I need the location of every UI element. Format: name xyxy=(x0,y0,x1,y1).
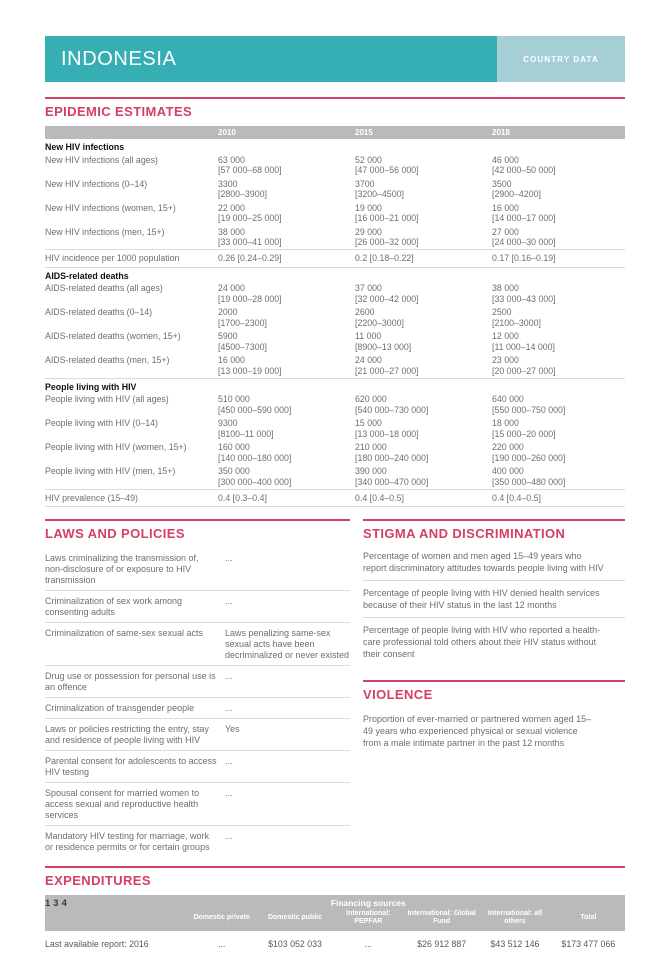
law-question: Criminalization of same-sex sexual acts xyxy=(45,627,204,638)
law-question: Laws or policies restricting the entry, stay and residence of people living with HIV xyxy=(45,723,209,745)
epi-value xyxy=(218,466,355,487)
epi-row xyxy=(45,153,625,177)
exp-row-label: Last available report: 2016 xyxy=(45,939,149,949)
epi-value-estimate: 24 000 xyxy=(218,283,245,293)
epi-value-estimate: 19 000 xyxy=(355,202,382,213)
epi-row-label: People living with HIV (0–14) xyxy=(45,418,158,428)
epi-value xyxy=(218,331,355,352)
epi-row xyxy=(45,282,625,306)
epi-value xyxy=(492,227,625,248)
exp-col-header: International: PEPFAR xyxy=(346,910,391,925)
exp-value: $103 052 033 xyxy=(268,939,322,949)
epi-value-range: [33 000–43 000] xyxy=(492,293,556,304)
country-name: INDONESIA xyxy=(45,36,497,82)
epi-value xyxy=(355,179,492,200)
epi-value xyxy=(355,418,492,439)
epi-value-range: [8900–13 000] xyxy=(355,341,412,352)
exp-value: ... xyxy=(364,939,372,949)
epi-value xyxy=(218,355,355,376)
epi-value-range: [550 000–750 000] xyxy=(492,404,566,415)
epi-value xyxy=(355,355,492,376)
epi-value-range: [180 000–240 000] xyxy=(355,452,429,463)
epi-row-label: AIDS-related deaths (women, 15+) xyxy=(45,331,181,341)
section-rule xyxy=(363,519,625,521)
law-value: Yes xyxy=(225,723,240,734)
epi-value: 0.17 [0.16–0.19] xyxy=(492,253,556,263)
epidemic-estimates-title: EPIDEMIC ESTIMATES xyxy=(45,104,193,119)
laws-title: LAWS AND POLICIES xyxy=(45,526,185,541)
epi-year-header-spacer xyxy=(45,126,218,139)
epi-value-estimate: 2000 xyxy=(218,307,238,317)
exp-value: $26 912 887 xyxy=(417,939,467,949)
epi-value-range: [57 000–68 000] xyxy=(218,165,282,175)
epi-value-estimate: 510 000 xyxy=(218,394,250,404)
epi-value xyxy=(355,442,492,463)
epi-value xyxy=(218,394,355,415)
epi-year-header: 2015 xyxy=(355,128,373,137)
epi-row xyxy=(45,354,625,378)
law-item xyxy=(45,825,350,857)
epi-value-range: [2100–3000] xyxy=(492,317,541,328)
epi-value-range: [13 000–18 000] xyxy=(355,428,419,439)
violence-list xyxy=(363,709,625,753)
epi-row xyxy=(45,465,625,489)
epi-value xyxy=(492,307,625,328)
epi-value xyxy=(218,307,355,328)
epi-value-range: [11 000–14 000] xyxy=(492,341,555,352)
violence-item: Proportion of ever-married or partnered women aged 15–49 years who experienced physical or sexual violence from a male intimate partner in the past 12 months xyxy=(363,714,592,748)
epi-row-label: People living with HIV (women, 15+) xyxy=(45,442,187,452)
epi-value-estimate: 2600 xyxy=(355,307,375,317)
epi-value-estimate: 2500 xyxy=(492,307,512,317)
epi-value-range: [8100–11 000] xyxy=(218,428,274,439)
epi-value-range: [19 000–25 000] xyxy=(218,213,282,223)
epi-row-label: AIDS-related deaths (men, 15+) xyxy=(45,355,170,365)
law-item xyxy=(45,782,350,825)
violence-section xyxy=(363,680,625,753)
epi-value-estimate: 11 000 xyxy=(355,331,382,341)
epi-value xyxy=(355,394,492,415)
epi-value-estimate: 46 000 xyxy=(492,154,519,165)
epi-value: 0.2 [0.18–0.22] xyxy=(355,253,414,263)
section-rule xyxy=(45,519,350,521)
exp-header-spacer xyxy=(45,908,185,931)
epi-value-estimate: 390 000 xyxy=(355,466,387,476)
epi-value-range: [14 000–17 000] xyxy=(492,213,556,223)
epi-value-estimate: 38 000 xyxy=(218,226,245,237)
exp-value: $43 512 146 xyxy=(490,939,540,949)
epi-section-header: New HIV infections xyxy=(45,142,125,152)
epi-value-range: [3200–4500] xyxy=(355,189,404,199)
epi-value-range: [33 000–41 000] xyxy=(218,237,282,247)
epi-row-label: People living with HIV (all ages) xyxy=(45,394,169,404)
epi-row-label: New HIV infections (men, 15+) xyxy=(45,226,165,237)
epi-value-estimate: 23 000 xyxy=(492,355,519,365)
law-value: ... xyxy=(225,552,233,563)
epi-row-label: HIV incidence per 1000 population xyxy=(45,253,180,263)
violence-title: VIOLENCE xyxy=(363,687,433,702)
epi-row-label: AIDS-related deaths (all ages) xyxy=(45,283,163,293)
epi-value-estimate: 15 000 xyxy=(355,418,382,428)
law-question: Drug use or possession for personal use is an offence xyxy=(45,670,216,692)
epi-value-estimate: 9300 xyxy=(218,418,238,428)
epi-value-range: [13 000–19 000] xyxy=(218,365,282,376)
epi-value-range: [4500–7300] xyxy=(218,341,267,352)
epi-value xyxy=(492,203,625,224)
epi-row xyxy=(45,225,625,249)
epi-value-estimate: 220 000 xyxy=(492,442,524,452)
law-question: Laws criminalizing the transmission of, non-disclosure of or exposure to HIV transmission xyxy=(45,552,199,585)
epi-value-range: [340 000–470 000] xyxy=(355,476,429,487)
epi-value-estimate: 12 000 xyxy=(492,331,519,341)
epi-value-range: [2800–3900] xyxy=(218,189,267,199)
epi-value xyxy=(492,442,625,463)
epi-value: 0.4 [0.4–0.5] xyxy=(492,492,541,503)
epi-row xyxy=(45,249,625,267)
law-value: ... xyxy=(225,702,233,713)
exp-col-header: International: Global Fund xyxy=(407,910,476,925)
epi-value-range: [47 000–56 000] xyxy=(355,165,419,175)
epi-value xyxy=(355,227,492,248)
law-item xyxy=(45,750,350,782)
epi-row xyxy=(45,441,625,465)
epi-row-label: AIDS-related deaths (0–14) xyxy=(45,307,153,317)
epi-value-range: [190 000–260 000] xyxy=(492,452,566,463)
epi-value xyxy=(218,179,355,200)
epi-value-range: [42 000–50 000] xyxy=(492,165,556,175)
epi-value-estimate: 3300 xyxy=(218,178,238,189)
epi-value-range: [32 000–42 000] xyxy=(355,293,419,304)
epi-value-estimate: 620 000 xyxy=(355,394,387,404)
epi-value xyxy=(355,155,492,176)
policy-columns xyxy=(45,519,625,857)
epi-row xyxy=(45,489,625,508)
epi-value-estimate: 640 000 xyxy=(492,394,524,404)
epi-row-label: New HIV infections (women, 15+) xyxy=(45,202,176,213)
epi-value xyxy=(492,394,625,415)
law-question: Mandatory HIV testing for marriage, work or residence permits or for certain groups xyxy=(45,830,210,852)
stigma-list xyxy=(363,548,625,666)
epi-value xyxy=(492,331,625,352)
epi-year-header: 2010 xyxy=(218,128,236,137)
epidemic-estimates-table xyxy=(45,126,625,507)
epi-value-estimate: 3500 xyxy=(492,178,512,189)
epi-row xyxy=(45,393,625,417)
law-value: ... xyxy=(225,670,233,681)
law-value: ... xyxy=(225,595,233,606)
epi-row xyxy=(45,201,625,225)
epi-value-range: [19 000–28 000] xyxy=(218,293,282,304)
law-value: ... xyxy=(225,787,233,798)
stigma-item: Percentage of people living with HIV denied health services because of their HIV status in the last 12 months xyxy=(363,580,625,617)
epi-value xyxy=(218,418,355,439)
expenditures-title: EXPENDITURES xyxy=(45,873,151,888)
exp-col-header: Domestic public xyxy=(267,914,323,921)
epi-value xyxy=(492,283,625,304)
epi-section-header: AIDS-related deaths xyxy=(45,267,625,282)
epi-value-range: [140 000–180 000] xyxy=(218,452,292,463)
epi-value xyxy=(492,466,625,487)
epi-value-estimate: 22 000 xyxy=(218,202,245,213)
epi-row-label: New HIV infections (0–14) xyxy=(45,178,148,189)
epi-value xyxy=(355,283,492,304)
epi-value-estimate: 63 000 xyxy=(218,154,245,165)
epi-value-range: [300 000–400 000] xyxy=(218,476,292,487)
epi-value-estimate: 27 000 xyxy=(492,226,519,237)
epi-value-range: [20 000–27 000] xyxy=(492,365,556,376)
exp-col-header: Domestic private xyxy=(193,914,250,921)
epi-value-estimate: 29 000 xyxy=(355,226,382,237)
law-value: ... xyxy=(225,755,233,766)
epi-value-range: [350 000–480 000] xyxy=(492,476,566,487)
epi-row-label: People living with HIV (men, 15+) xyxy=(45,466,176,476)
epi-value xyxy=(492,418,625,439)
epi-value-estimate: 350 000 xyxy=(218,466,250,476)
epi-table-body xyxy=(45,139,625,507)
epi-value xyxy=(492,155,625,176)
expenditures-row xyxy=(45,931,625,953)
epi-value-estimate: 24 000 xyxy=(355,355,382,365)
law-question: Criminalization of sex work among consenting adults xyxy=(45,595,183,617)
epi-value-range: [24 000–30 000] xyxy=(492,237,556,247)
epi-value xyxy=(355,331,492,352)
epi-value-range: [15 000–20 000] xyxy=(492,428,556,439)
epi-value-estimate: 18 000 xyxy=(492,418,519,428)
epi-value: 0.4 [0.3–0.4] xyxy=(218,492,267,503)
epi-value xyxy=(492,179,625,200)
exp-value: $173 477 066 xyxy=(561,939,616,949)
epi-value xyxy=(355,307,492,328)
laws-list xyxy=(45,548,350,857)
epi-value-estimate: 3700 xyxy=(355,178,375,189)
epi-value-estimate: 52 000 xyxy=(355,154,382,165)
page-content xyxy=(45,36,625,953)
epi-value xyxy=(355,466,492,487)
epi-year-header: 2018 xyxy=(492,128,510,137)
epi-value-estimate: 210 000 xyxy=(355,442,387,452)
epi-row-label: HIV prevalence (15–49) xyxy=(45,492,138,503)
epi-value-range: [2200–3000] xyxy=(355,317,404,328)
epi-value-estimate: 5900 xyxy=(218,331,238,341)
stigma-item: Percentage of women and men aged 15–49 years who report discriminatory attitudes towards people living with HIV xyxy=(363,551,604,573)
section-rule xyxy=(45,97,625,99)
law-question: Parental consent for adolescents to access HIV testing xyxy=(45,755,217,777)
epi-row xyxy=(45,306,625,330)
law-item xyxy=(45,548,350,590)
epi-value xyxy=(218,442,355,463)
country-header-bar xyxy=(45,36,625,82)
law-question: Spousal consent for married women to access sexual and reproductive health services xyxy=(45,787,200,820)
stigma-item: Percentage of people living with HIV who reported a health-care professional told others about their HIV status without their consent xyxy=(363,617,625,666)
epi-value-range: [2900–4200] xyxy=(492,189,541,199)
epi-value-range: [16 000–21 000] xyxy=(355,213,419,223)
epi-value xyxy=(218,203,355,224)
epi-value-estimate: 37 000 xyxy=(355,283,382,293)
stigma-violence-column xyxy=(363,519,625,753)
epi-value-estimate: 16 000 xyxy=(218,355,245,365)
epi-row xyxy=(45,330,625,354)
epi-value: 0.26 [0.24–0.29] xyxy=(218,253,282,263)
stigma-title: STIGMA AND DISCRIMINATION xyxy=(363,526,566,541)
law-value: Laws penalizing same-sex sexual acts have been decriminalized or never existed xyxy=(225,627,350,660)
epi-value xyxy=(355,203,492,224)
epi-value-range: [450 000–590 000] xyxy=(218,404,292,415)
law-item xyxy=(45,622,350,665)
epi-value xyxy=(218,283,355,304)
page-number: 134 xyxy=(45,898,70,909)
epi-value xyxy=(218,155,355,176)
epi-value-range: [21 000–27 000] xyxy=(355,365,419,376)
laws-column xyxy=(45,519,350,857)
expenditures-table-header xyxy=(45,895,625,931)
epi-row xyxy=(45,177,625,201)
exp-col-header: Total xyxy=(580,914,597,921)
section-rule xyxy=(45,866,625,868)
law-item xyxy=(45,718,350,750)
law-item xyxy=(45,697,350,718)
epi-value-range: [1700–2300] xyxy=(218,317,267,328)
epi-row-label: New HIV infections (all ages) xyxy=(45,154,158,165)
financing-sources-header: Financing sources xyxy=(330,898,406,908)
epi-row xyxy=(45,417,625,441)
epi-value-range: [540 000–730 000] xyxy=(355,404,429,415)
exp-col-header: International: all others xyxy=(487,910,543,925)
law-item xyxy=(45,665,350,697)
country-data-tag: COUNTRY DATA xyxy=(497,36,625,82)
epi-value-range: [26 000–32 000] xyxy=(355,237,419,247)
law-question: Criminalization of transgender people xyxy=(45,702,195,713)
epi-value xyxy=(218,227,355,248)
law-item xyxy=(45,590,350,622)
exp-value: ... xyxy=(217,939,226,949)
epi-value-estimate: 38 000 xyxy=(492,283,519,293)
expenditures-section xyxy=(45,873,625,953)
epi-section-header: People living with HIV xyxy=(45,378,625,393)
epi-value-estimate: 16 000 xyxy=(492,202,519,213)
epi-value: 0.4 [0.4–0.5] xyxy=(355,492,404,503)
epi-value-estimate: 400 000 xyxy=(492,466,524,476)
epi-year-header-row xyxy=(45,126,625,139)
law-value: ... xyxy=(225,830,233,841)
epi-value-estimate: 160 000 xyxy=(218,442,250,452)
epi-value xyxy=(492,355,625,376)
section-rule xyxy=(363,680,625,682)
